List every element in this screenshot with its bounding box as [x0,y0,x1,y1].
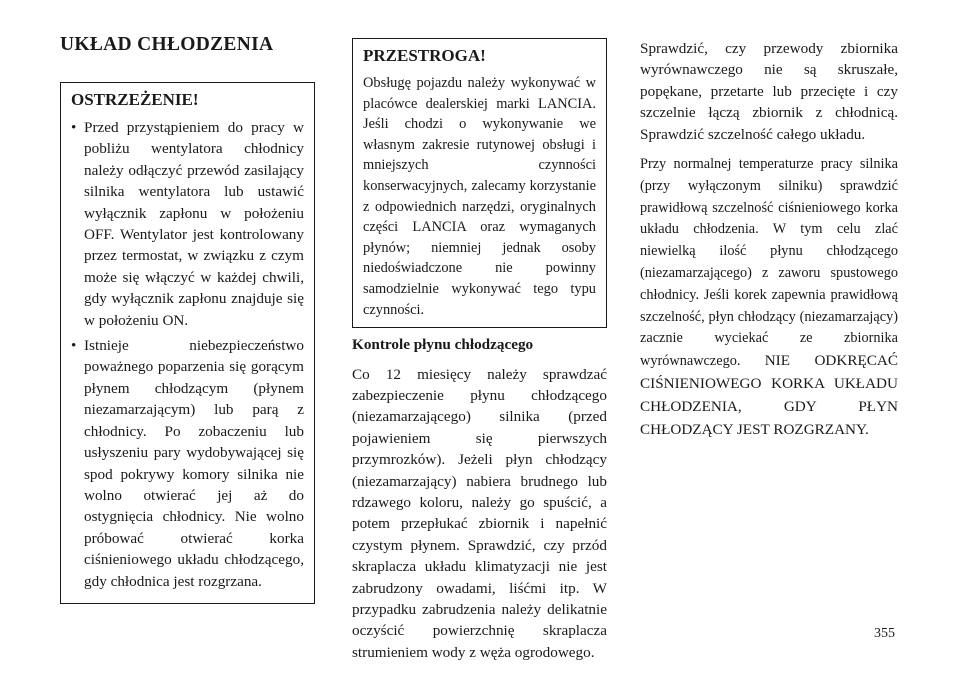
column-right [640,38,898,450]
coolant-paragraph-3 [640,154,898,441]
warning-item: • Istnieje niebezpieczeństwo poważnego poparzenia się gorącym płynem chłodzącym (płynem niezamarzającym) lub parą z chłodnicy. Po zobaczeniu lub usłyszeniu pary wydobywającej się spod pokrywy komory silnika nie wolno otwierać jej aż do ostygnięcia chłodnicy. Nie wolno próbować otwierać korka ciśnieniowego układu chłodzącego, gdy chłodnica jest rozgrzana. [71,335,304,592]
coolant-paragraph-3-text: Przy normalnej temperaturze pracy silnika (przy wyłączonym silniku) sprawdzić prawidłową szczelność ciśnieniowego korka układu chłodzenia. W tym celu zlać niewielką ilość płynu chłodzącego (niezamarzającego) z zaworu spustowego chłodnicy. Jeśli korek zapewnia prawidłową szczelność, płyn chłodzący (niezamarzający) zacznie wyciekać ze zbiornika wyrównawczego. [640,156,898,370]
caution-title: PRZESTROGA! [363,46,486,65]
coolant-paragraph-1: Co 12 miesięcy należy sprawdzać zabezpieczenie płynu chłodzącego (niezamarzającego) silnika (przed pojawieniem się pierwszych przymrozków). Jeżeli płyn chłodzący (niezamarzający) nabiera brudnego lub rdzawego koloru, należy go spuścić, a potem przepłukać zbiornik i napełnić czystym płynem. Sprawdzić, czy przód skraplacza układu klimatyzacji nie jest zabrudzony owadami, liśćmi itp. W przypadku zabrudzenia należy delikatnie oczyścić powierzchnię skraplacza strumieniem wody z węża ogrodowego. [352,365,607,661]
warning-box [60,82,315,604]
page-number: 355 [874,626,895,641]
warning-title: OSTRZEŻENIE! [71,90,199,109]
page-title: UKŁAD CHŁODZENIA [60,34,274,55]
section-heading: Kontrole płynu chłodzącego [352,336,534,354]
caution-box [352,38,607,328]
warning-item: • Przed przystąpieniem do pracy w pobliżu wentylatora chłodnicy należy odłączyć przewód zasilający silnika wentylatora lub ustawić wyłącznik zapłonu w położeniu OFF. Wentylator jest kontrolowany przez termostat, w związku z czym może się włączyć w każdej chwili, gdy wyłącznik zapłonu znajduje się w położeniu ON. [71,117,304,331]
caution-text: Obsługę pojazdu należy wykonywać w placówce dealerskiej marki LANCIA. Jeśli chodzi o wykonywanie we własnym zakresie rutynowej obsługi i mniejszych czynności konserwacyjnych, zalecamy korzystanie z odpowiednich narzędzi, oryginalnych części LANCIA oraz wymaganych płynów; niemniej jednak osoby niedoświadczone nie powinny samodzielnie wykonywać tego typu czynności. [363,75,596,318]
column-left [60,82,315,604]
coolant-paragraph-2: Sprawdzić, czy przewody zbiornika wyrównawczego nie są skruszałe, popękane, przetarte lub przecięte i czy szczelnie łączą zbiornik z chłodnicą. Sprawdzić szczelność całego układu. [640,40,898,143]
coolant-paragraph-3-caps: NIE ODKRĘCAĆ CIŚNIENIOWEGO KORKA UKŁADU CHŁODZENIA, GDY PŁYN CHŁODZĄCY JEST ROZGRZANY. [640,352,898,438]
column-middle [352,38,607,672]
warning-list [71,117,304,592]
